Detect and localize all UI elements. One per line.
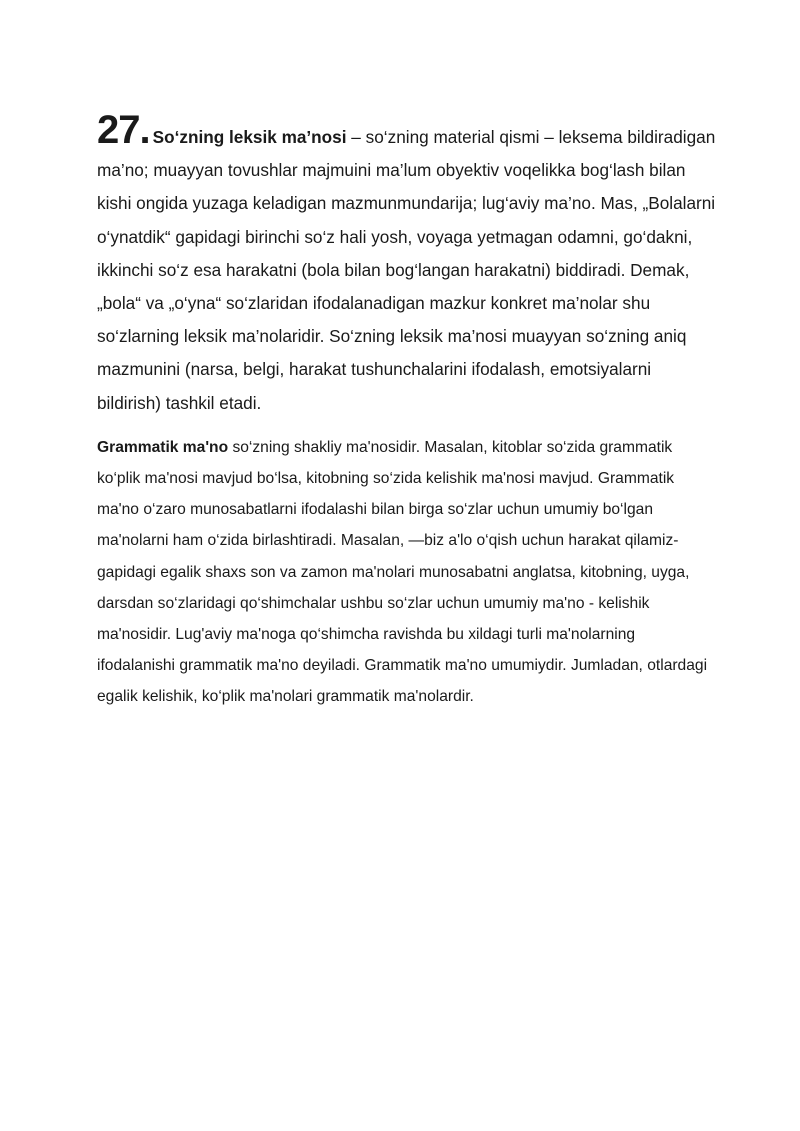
lexical-meaning-paragraph — [97, 110, 717, 420]
section-number: 27 — [97, 108, 140, 152]
lexical-meaning-definition: – so‘zning material qismi – leksema bildiradigan ma’no; muayyan tovushlar majmuini ma’lum obyektiv voqelikka bog‘lash bilan kishi ongida yuzaga keladigan mazmunmundarija; lug‘aviy ma’no. Mas, „Bolalarni o‘ynatdik“ gapidagi birinchi so‘z hali yosh, voyaga yetmagan odamni, go‘dakni, ikkinchi so‘z esa harakatni (bola bilan bog‘langan harakatni) biddiradi. Demak, „bola“ va „o‘yna“ so‘zlaridan ifodalanadigan mazkur konkret ma’nolar shu so‘zlarning leksik ma’nolaridir. So‘zning leksik ma’nosi muayyan so‘zning aniq mazmunini (narsa, belgi, harakat tushunchalarini ifodalash, emotsiyalarni bildirish) tashkil etadi. — [97, 127, 716, 413]
document-page — [97, 110, 717, 713]
grammatical-meaning-term: Grammatik ma'no — [97, 438, 229, 456]
grammatical-meaning-text: so‘zning shakliy ma'nosidir. Masalan, kitoblar so‘zida grammatik ko‘plik ma'nosi mavjud bo‘lsa, kitobning so‘zida kelishik ma'nosi mavjud. Grammatik ma'no o‘zaro munosabatlarni ifodalashi bilan birga so‘zlar uchun umumiy bo‘lgan ma'nolarni ham o‘zida birlashtiradi. Masalan, ―biz a'lo o‘qish uchun harakat qilamiz-gapidagi egalik shaxs son va zamon ma'nolari munosabatni anglatsa, kitobning, uyga, darsdan so‘zlaridagi qo‘shimchalar ushbu so‘zlar uchun umumiy ma'no - kelishik ma'nosidir. Lug'aviy ma'noga qo‘shimcha ravishda bu xildagi turli ma'nolarning ifodalanishi grammatik ma'no deyiladi. Grammatik ma'no umumiydir. Jumladan, otlardagi egalik kelishik, ko‘plik ma'nolari grammatik ma'nolardir. — [97, 438, 708, 706]
grammatical-meaning-paragraph — [97, 432, 717, 713]
lexical-meaning-term: So‘zning leksik ma’nosi — [152, 127, 347, 147]
section-number-dot: . — [139, 108, 151, 152]
